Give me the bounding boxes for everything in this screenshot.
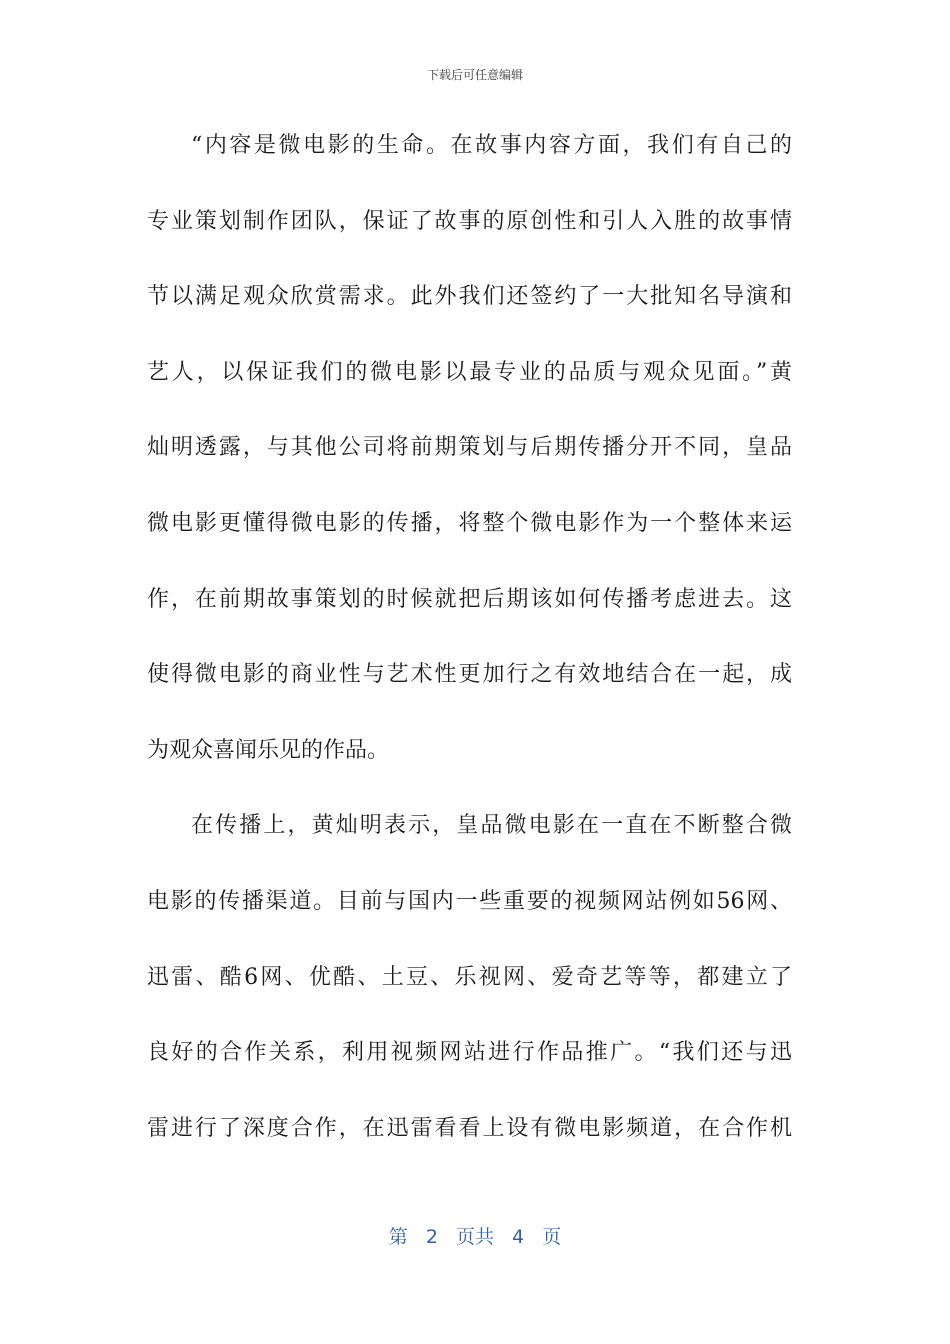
footer-label-end: 页 (542, 1226, 562, 1248)
page-footer (0, 1222, 950, 1249)
text-line: 在传播上，黄灿明表示，皇品微电影在一直在不断整合微 (191, 813, 792, 839)
text-line: 灿明透露，与其他公司将前期策划与后期传播分开不同，皇品 (147, 435, 792, 461)
text-line: 迅雷、酷6网、优酷、土豆、乐视网、爱奇艺等等，都建立了 (147, 964, 792, 990)
text-line: 专业策划制作团队，保证了故事的原创性和引人入胜的故事情 (147, 208, 792, 234)
text-line: 为观众喜闻乐见的作品。 (147, 737, 390, 763)
text-line: 电影的传播渠道。目前与国内一些重要的视频网站例如56网、 (147, 888, 792, 914)
text-line: 微电影更懂得微电影的传播，将整个微电影作为一个整体来运 (147, 510, 792, 536)
footer-label-total: 页共 (455, 1226, 494, 1248)
text-line: 作，在前期故事策划的时候就把后期该如何传播考虑进去。这 (147, 586, 792, 612)
text-line: “内容是微电影的生命。在故事内容方面，我们有自己的 (191, 133, 792, 158)
text-line: 节以满足观众欣赏需求。此外我们还签约了一大批知名导演和 (147, 284, 792, 310)
text-line: 艺人，以保证我们的微电影以最专业的品质与观众见面。”黄 (147, 359, 792, 385)
page-header: 下载后可任意编辑 (426, 68, 523, 82)
text-line: 使得微电影的商业性与艺术性更加行之有效地结合在一起，成 (147, 662, 792, 688)
text-line: 良好的合作关系，利用视频网站进行作品推广。“我们还与迅 (147, 1040, 792, 1066)
document-body (147, 120, 792, 1178)
footer-label-page: 第 (388, 1226, 408, 1248)
text-line: 雷进行了深度合作，在迅雷看看上设有微电影频道，在合作机 (147, 1115, 792, 1141)
footer-current-page: 2 (425, 1226, 438, 1248)
footer-total-pages: 4 (512, 1226, 525, 1248)
